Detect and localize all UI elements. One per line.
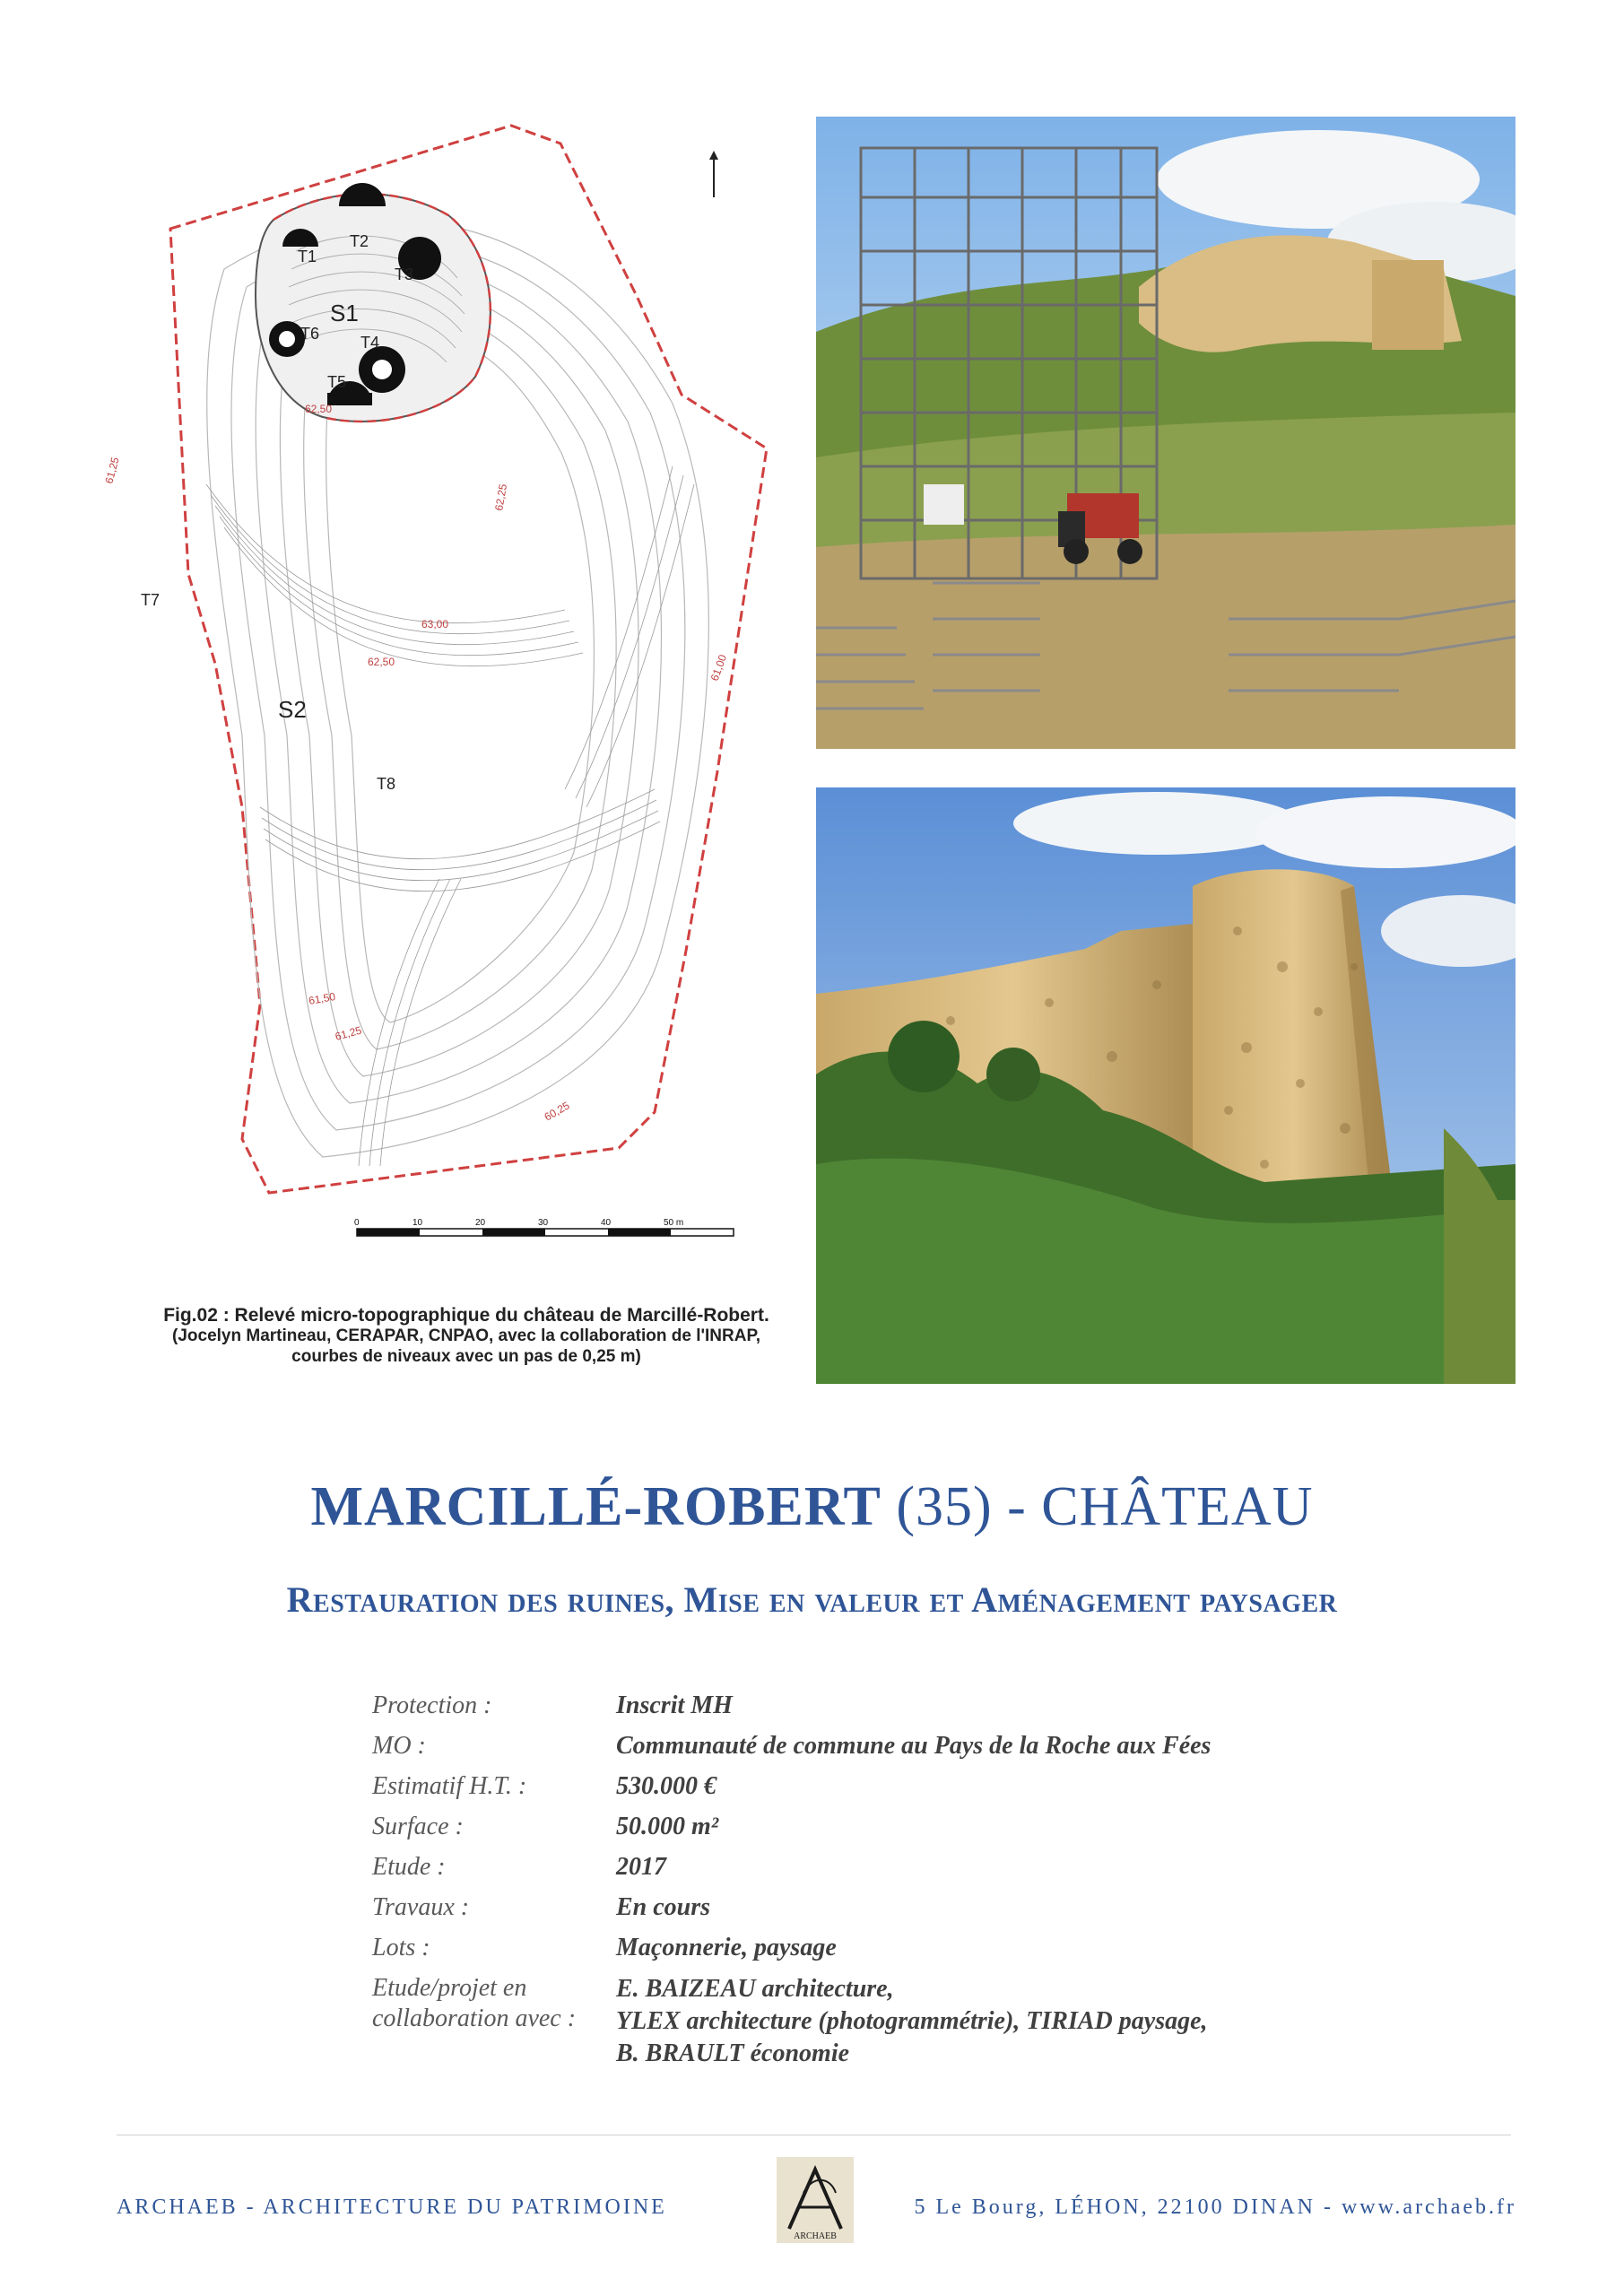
info-label [372,1973,616,2070]
collab-label-line2: collaboration avec : [372,2005,577,2032]
info-label: Lots : [372,1934,430,1961]
contour-value: 61,25 [102,456,122,485]
info-row-estimate [372,1771,1359,1802]
map-label-t5: T5 [327,373,347,391]
scale-tick: 40 [601,1218,612,1228]
contour-value: 62,50 [368,656,395,668]
collab-value-line3: B. BRAULT économie [616,2039,850,2067]
info-label: Travaux : [372,1893,470,1921]
page-title-name: MARCILLÉ-ROBERT [310,1476,881,1537]
photo-tower-ruins-image [816,787,1515,1384]
scale-tick: 10 [413,1218,423,1228]
figure-caption-title: Fig.02 : Relevé micro-topographique du château de Marcillé-Robert. [163,1305,769,1326]
info-row-surface [372,1812,1359,1842]
map-label-t2: T2 [350,232,369,250]
map-label-t1: T1 [298,248,317,265]
info-value: 530.000 € [616,1772,716,1800]
info-value: 2017 [616,1853,666,1881]
contour-value: 62,25 [492,483,510,512]
info-label: Estimatif H.T. : [372,1772,527,1800]
collab-value-line1: E. BAIZEAU architecture, [616,1975,894,2003]
info-row-mo [372,1731,1359,1761]
photo-scaffolding [816,117,1515,749]
figure-caption [126,1305,807,1367]
info-value: Communauté de commune au Pays de la Roche aux Fées [616,1732,1211,1760]
figure-caption-credit: (Jocelyn Martineau, CERAPAR, CNPAO, avec la collaboration de l'INRAP, [172,1326,760,1345]
info-value: 50.000 m² [616,1813,719,1840]
info-row-works [372,1892,1359,1923]
archaeb-logo [777,2157,854,2243]
info-row-study [372,1852,1359,1883]
collab-value-line2: YLEX architecture (photogrammétrie), TIRIAD paysage, [616,2007,1208,2035]
info-row-collaboration [372,1973,1359,2070]
scale-tick: 50 m [664,1218,684,1228]
footer-company: ARCHAEB - ARCHITECTURE DU PATRIMOINE [117,2196,667,2219]
scale-tick: 20 [475,1218,486,1228]
info-value: Maçonnerie, paysage [616,1934,837,1961]
map-label-t4: T4 [360,334,380,352]
info-value: En cours [616,1893,711,1921]
topographic-map-drawing [99,108,807,1363]
info-label: Surface : [372,1813,464,1840]
map-label-t3: T3 [395,265,414,283]
photo-tower-ruins [816,787,1515,1384]
info-label: Protection : [372,1692,492,1719]
contour-value: 61,00 [708,653,730,683]
map-label-t7: T7 [141,591,161,609]
scale-bar [354,1218,734,1236]
info-value: Inscrit MH [616,1692,733,1719]
collab-label-line1: Etude/projet en [372,1974,527,2002]
map-label-s2: S2 [278,696,307,723]
page-title-suffix: (35) - CHÂTEAU [881,1476,1314,1537]
scale-tick: 30 [538,1218,549,1228]
archaeb-logo-icon [777,2157,854,2243]
figure-caption-note: courbes de niveaux avec un pas de 0,25 m) [291,1347,641,1366]
info-row-protection [372,1691,1359,1721]
map-label-s1: S1 [330,300,359,326]
north-arrow-icon [709,151,718,197]
contour-value: 63,00 [421,618,449,631]
contour-value: 61,25 [334,1023,363,1043]
page-title [0,1475,1624,1539]
info-label: MO : [372,1732,426,1760]
map-label-t8: T8 [377,775,396,793]
info-value [616,1973,1208,2070]
footer-address: 5 Le Bourg, LÉHON, 22100 DINAN - www.archaeb.fr [914,2196,1516,2219]
contour-value: 60,25 [542,1099,572,1124]
map-label-t6: T6 [300,325,320,343]
contour-value: 61,50 [308,989,337,1007]
contour-value: 62,50 [305,403,333,415]
logo-text: ARCHAEB [794,2231,837,2241]
scale-tick: 0 [354,1218,360,1228]
page-subtitle: Restauration des ruines, Mise en valeur et Aménagement paysager [286,1579,1338,1620]
project-info-table [372,1691,1359,2080]
photo-scaffolding-image [816,117,1515,749]
info-label: Etude : [372,1853,446,1881]
info-row-lots [372,1933,1359,1963]
topographic-map [99,108,807,1363]
